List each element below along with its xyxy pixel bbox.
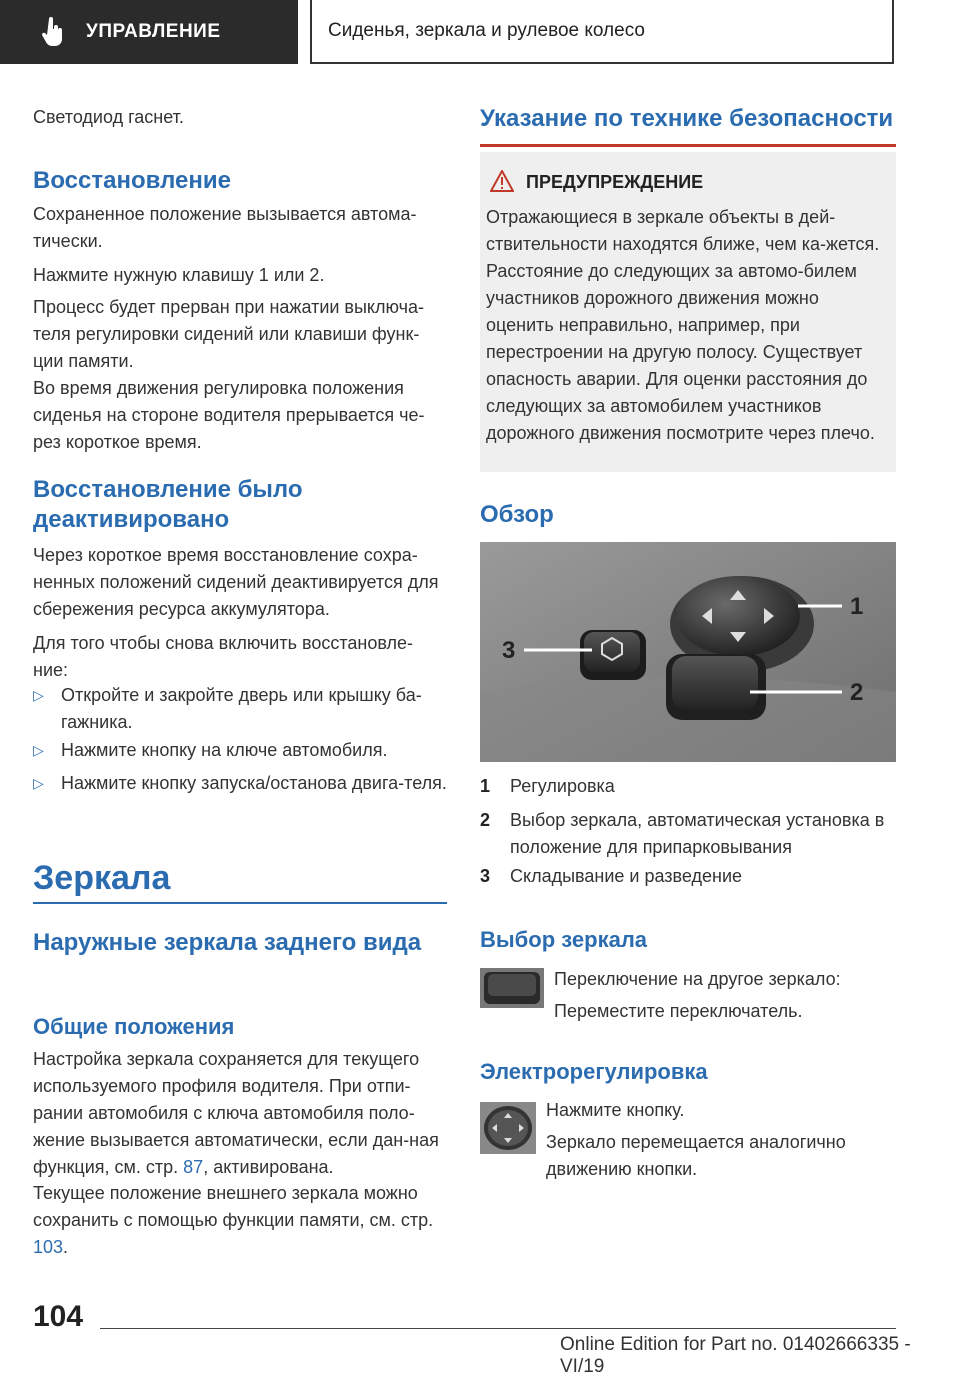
heading-safety: Указание по технике безопасности	[480, 105, 894, 132]
paragraph: Текущее положение внешнего зеркала можно сохранить с помощью функции памяти, см. стр. 103.	[33, 1183, 434, 1257]
heading-select-mirror: Выбор зеркала	[480, 927, 648, 952]
warning-text: Отражающиеся в зеркале объекты в дей-ствительности находятся ближе, чем ка-жется. Расстояние до следующих за автомо-билем участников дорожного движения можно оценить неправильно, например, при перестроении на другую полосу. Существует опасность аварии. Для оценки расстояния до следующих за автомобилем участников дорожного движения посмотрите через плечо.	[486, 207, 880, 443]
heading-outer-mirrors: Наружные зеркала заднего вида	[33, 929, 422, 956]
bullet-triangle-icon: ▷	[33, 775, 44, 791]
paragraph: Для того чтобы снова включить восстановле-ние:	[33, 633, 414, 680]
chapter-heading-mirrors: Зеркала	[33, 859, 171, 897]
edition-note: Online Edition for Part no. 01402666335 - VI/19	[560, 1334, 911, 1377]
section-tab[interactable]	[0, 0, 298, 64]
legend-number: 3	[480, 866, 491, 886]
page-number: 104	[33, 1300, 84, 1333]
mirror-select-switch-icon	[480, 968, 544, 1008]
legend-text: Выбор зеркала, автоматическая установка в положение для припарковывания	[510, 810, 885, 857]
legend-text: Регулировка	[510, 776, 615, 796]
paragraph: Переместите переключатель.	[554, 1001, 803, 1021]
paragraph: Настройка зеркала сохраняется для текущего используемого профиля водителя. При отпи-рании автомобиля с ключа автомобиля поло-жение вызывается автоматически, если дан-ная функция, см. стр. 87, активирована.	[33, 1049, 439, 1177]
bullet-triangle-icon: ▷	[33, 742, 44, 758]
paragraph: Светодиод гаснет.	[33, 107, 184, 127]
heading-general: Общие положения	[33, 1014, 235, 1039]
directional-button-icon	[480, 1102, 536, 1154]
image-label: 1	[850, 593, 864, 620]
list-item: ▷ Нажмите кнопку запуска/остановa двига-теля.	[33, 770, 447, 797]
legend-text: Складывание и разведение	[510, 866, 743, 886]
list-item: ▷ Нажмите кнопку на ключе автомобиля.	[33, 737, 447, 764]
adjust-knob	[676, 576, 800, 656]
image-label: 3	[502, 637, 516, 664]
page-link[interactable]: 103	[33, 1237, 64, 1257]
section-tab-label: УПРАВЛЕНИЕ	[86, 21, 221, 42]
paragraph: Сохраненное положение вызывается автома-тически.	[33, 204, 417, 251]
paragraph: Через короткое время восстановление сохра-ненных положений сидений деактивируется для сбережения ресурса аккумулятора.	[33, 545, 439, 619]
chapter-header	[310, 0, 894, 64]
paragraph: Процесс будет прерван при нажатии выключа-теля регулировки сидений или клавиши функ-ции памяти.	[33, 297, 424, 371]
hand-pointer-icon	[40, 17, 66, 47]
legend-number: 2	[480, 810, 491, 830]
bullet-triangle-icon: ▷	[33, 687, 44, 703]
heading-overview: Обзор	[480, 501, 554, 528]
heading-deactivated: Восстановление было деактивировано	[33, 476, 303, 533]
warning-title: ПРЕДУПРЕЖДЕНИЕ	[526, 172, 704, 192]
paragraph: Переключение на другое зеркало:	[554, 969, 841, 989]
heading-electric-adjust: Электрорегулировка	[480, 1059, 708, 1084]
footer-divider	[100, 1328, 896, 1329]
chapter-title: Сиденья, зеркала и рулевое колесо	[328, 20, 645, 41]
page-link[interactable]: 87	[183, 1157, 204, 1177]
legend-number: 1	[480, 776, 491, 796]
warning-icon	[490, 170, 514, 192]
paragraph: Нажмите кнопку.	[546, 1100, 685, 1120]
paragraph: Нажмите нужную клавишу 1 или 2.	[33, 265, 325, 285]
list-item: ▷ Откройте и закройте дверь или крышку ба-гажника.	[33, 682, 447, 736]
heading-underline	[33, 902, 447, 904]
paragraph: Зеркало перемещается аналогично движению кнопки.	[546, 1132, 846, 1179]
heading-restore: Восстановление	[33, 167, 231, 194]
paragraph: Во время движения регулировка положения сиденья на стороне водителя прерывается че-рез короткое время.	[33, 378, 425, 452]
warning-box	[480, 152, 896, 472]
image-label: 2	[850, 679, 864, 706]
mirror-controls-image	[480, 542, 896, 762]
safety-divider	[480, 144, 896, 147]
